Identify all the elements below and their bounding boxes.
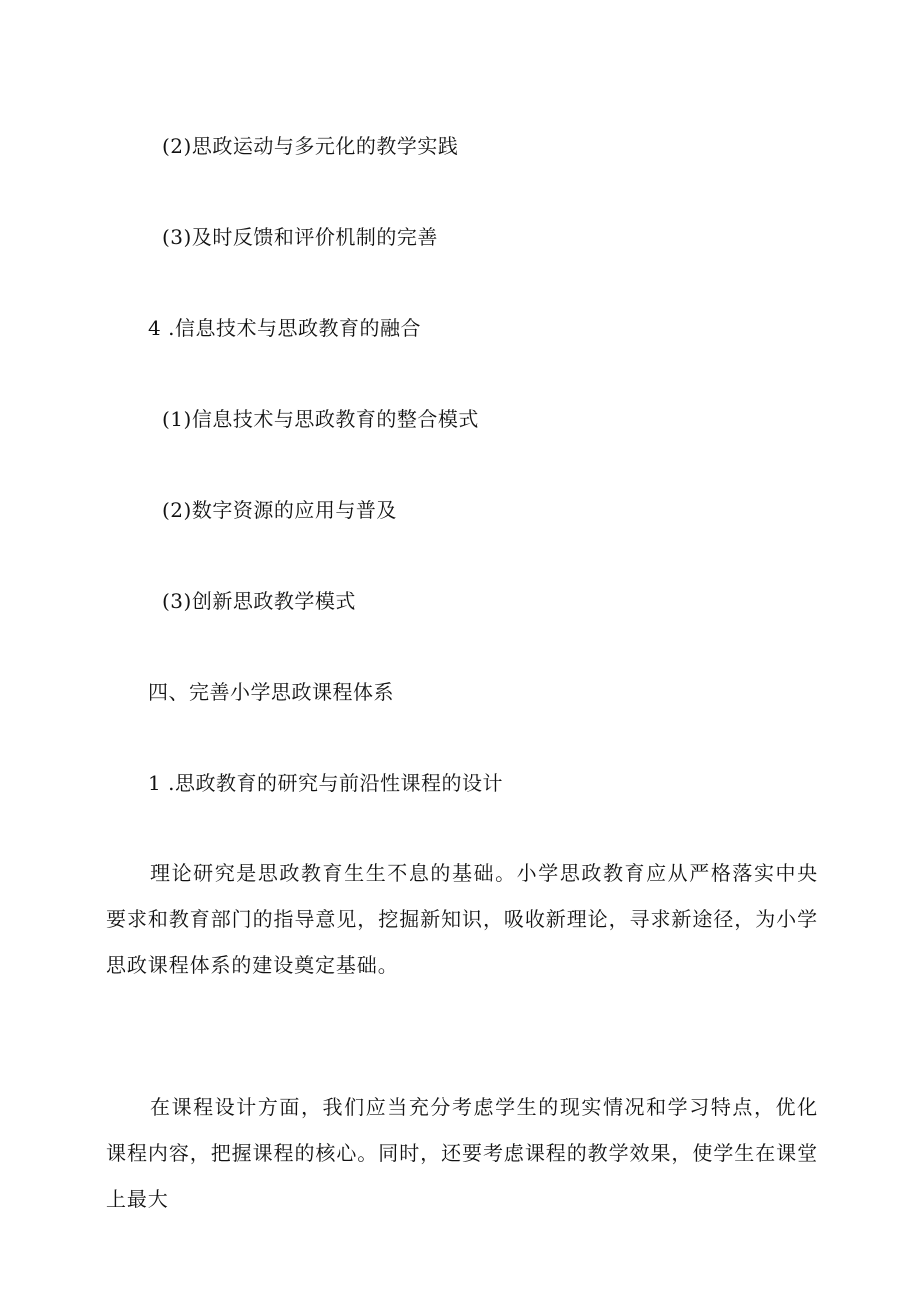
section-heading-1-research-design: 1 .思政教育的研究与前沿性课程的设计 — [148, 771, 503, 795]
section-heading-4-it-integration: 4 .信息技术与思政教育的融合 — [148, 316, 421, 340]
list-item-3-feedback-evaluation: (3)及时反馈和评价机制的完善 — [162, 225, 438, 249]
list-item-2-digital-resources: (2)数字资源的应用与普及 — [162, 498, 397, 522]
chapter-heading-4: 四、完善小学思政课程体系 — [148, 680, 394, 704]
list-item-3-innovative-teaching: (3)创新思政教学模式 — [162, 589, 356, 613]
body-paragraph-theory-research: 理论研究是思政教育生生不息的基础。小学思政教育应从严格落实中央要求和教育部门的指导意见，挖掘新知识，吸收新理论，寻求新途径，为小学思政课程体系的建设奠定基础。 — [106, 861, 818, 977]
list-item-2-diverse-teaching-practice: (2)思政运动与多元化的教学实践 — [162, 134, 459, 158]
list-item-1-integration-mode: (1)信息技术与思政教育的整合模式 — [162, 407, 479, 431]
body-paragraph-course-design: 在课程设计方面，我们应当充分考虑学生的现实情况和学习特点，优化课程内容，把握课程的核心。同时，还要考虑课程的教学效果，使学生在课堂上最大 — [106, 1095, 818, 1211]
